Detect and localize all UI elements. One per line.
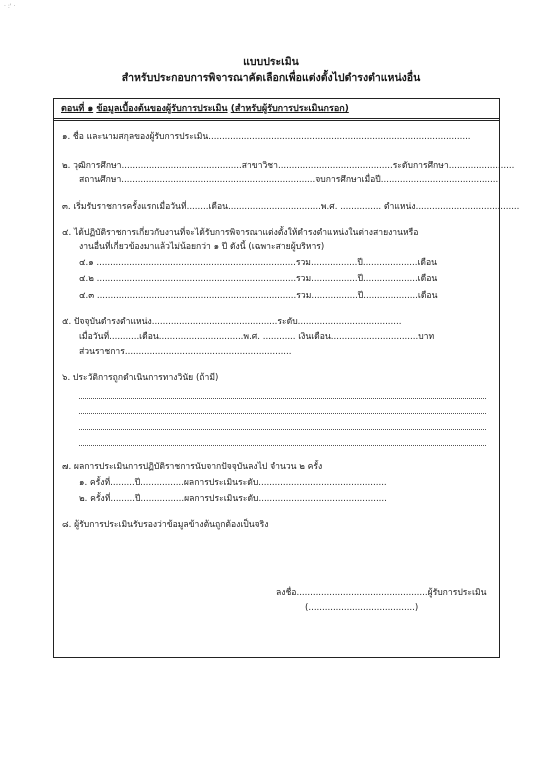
form-subtitle: สำหรับประกอบการพิจารณาคัดเลือกเพื่อแต่งตั้งไปดำรงตำแหน่งอื่น	[121, 72, 421, 84]
item-4-row-2: ๔.๒ .........................................................................รวม.................ปี....................เดือน	[79, 274, 438, 284]
item-2-education-line1: ๒. วุฒิการศึกษา............................................สาขาวิชา..........................................ระดับการศึกษา........................	[62, 161, 515, 171]
item-4-experience-line2: งานอื่นที่เกี่ยวข้องมาแล้วไม่น้อยกว่า ๑ ปี ดังนี้ (เฉพาะสายผู้บริหาร)	[79, 242, 325, 252]
item-2-education-line2: สถานศึกษา.......................................................................จบการศึกษาเมื่อปี...........................................	[79, 175, 499, 185]
item-5-position-line2: เมื่อวันที่...........เดือน...............................พ.ศ. ............ เงินเดือน................................บาท	[79, 332, 435, 342]
item-6-blank-line-4	[79, 445, 486, 446]
item-1-name-field: ๑. ชื่อ และนามสกุลของผู้รับการประเมิน................................................................................................	[62, 132, 471, 142]
item-4-row-1: ๔.๑ .........................................................................รวม.................ปี....................เดือน	[79, 258, 438, 268]
item-7-evaluation: ๗. ผลการประเมินการปฏิบัติราชการนับจากปัจจุบันลงไป จำนวน ๒ ครั้ง	[62, 462, 323, 472]
item-3-start-service: ๓. เริ่มรับราชการครั้งแรกเมื่อวันที่........เดือน..................................พ.ศ. ............... ตำแหน่ง......................................	[62, 202, 520, 212]
item-4-experience-line1: ๔. ได้ปฏิบัติราชการเกี่ยวกับงานที่จะได้รับการพิจารณาแต่งตั้งให้ดำรงตำแหน่งในต่างสายงานหรือ	[62, 228, 419, 238]
section-header	[61, 104, 349, 114]
header-divider	[54, 118, 499, 119]
form-title: แบบประเมิน	[243, 56, 299, 68]
scan-mark: · :' ·	[4, 3, 16, 10]
item-6-blank-line-1	[79, 398, 486, 399]
item-5-position-line1: ๕. ปัจจุบันดำรงตำแหน่ง..............................................ระดับ......................................	[62, 317, 402, 327]
item-8-certify: ๘. ผู้รับการประเมินรับรองว่าข้อมูลข้างต้นถูกต้องเป็นจริง	[62, 520, 269, 530]
item-6-blank-line-3	[79, 429, 486, 430]
section-title: ข้อมูลเบื้องต้นของผู้รับการประเมิน	[96, 104, 228, 114]
section-note: (สำหรับผู้รับการประเมินกรอก)	[230, 104, 349, 114]
item-6-blank-line-2	[79, 413, 486, 414]
item-6-discipline: ๖. ประวัติการถูกดำเนินการทางวินัย (ถ้ามี)	[62, 373, 219, 383]
item-7-round-1: ๑. ครั้งที่.........ปี................ผลการประเมินระดับ...............................................	[79, 478, 387, 488]
signature-line: ลงชื่อ................................................ผู้รับการประเมิน	[276, 588, 487, 598]
header-divider-lower	[54, 120, 499, 121]
section-part: ตอนที่ ๑	[61, 104, 94, 114]
item-5-position-line3: ส่วนราชการ.............................................................	[79, 347, 292, 357]
signature-name: (.......................................)	[305, 603, 419, 613]
item-7-round-2: ๒. ครั้งที่.........ปี................ผลการประเมินระดับ...............................................	[79, 494, 387, 504]
item-4-row-3: ๔.๓ .........................................................................รวม.................ปี....................เดือน	[79, 291, 438, 301]
